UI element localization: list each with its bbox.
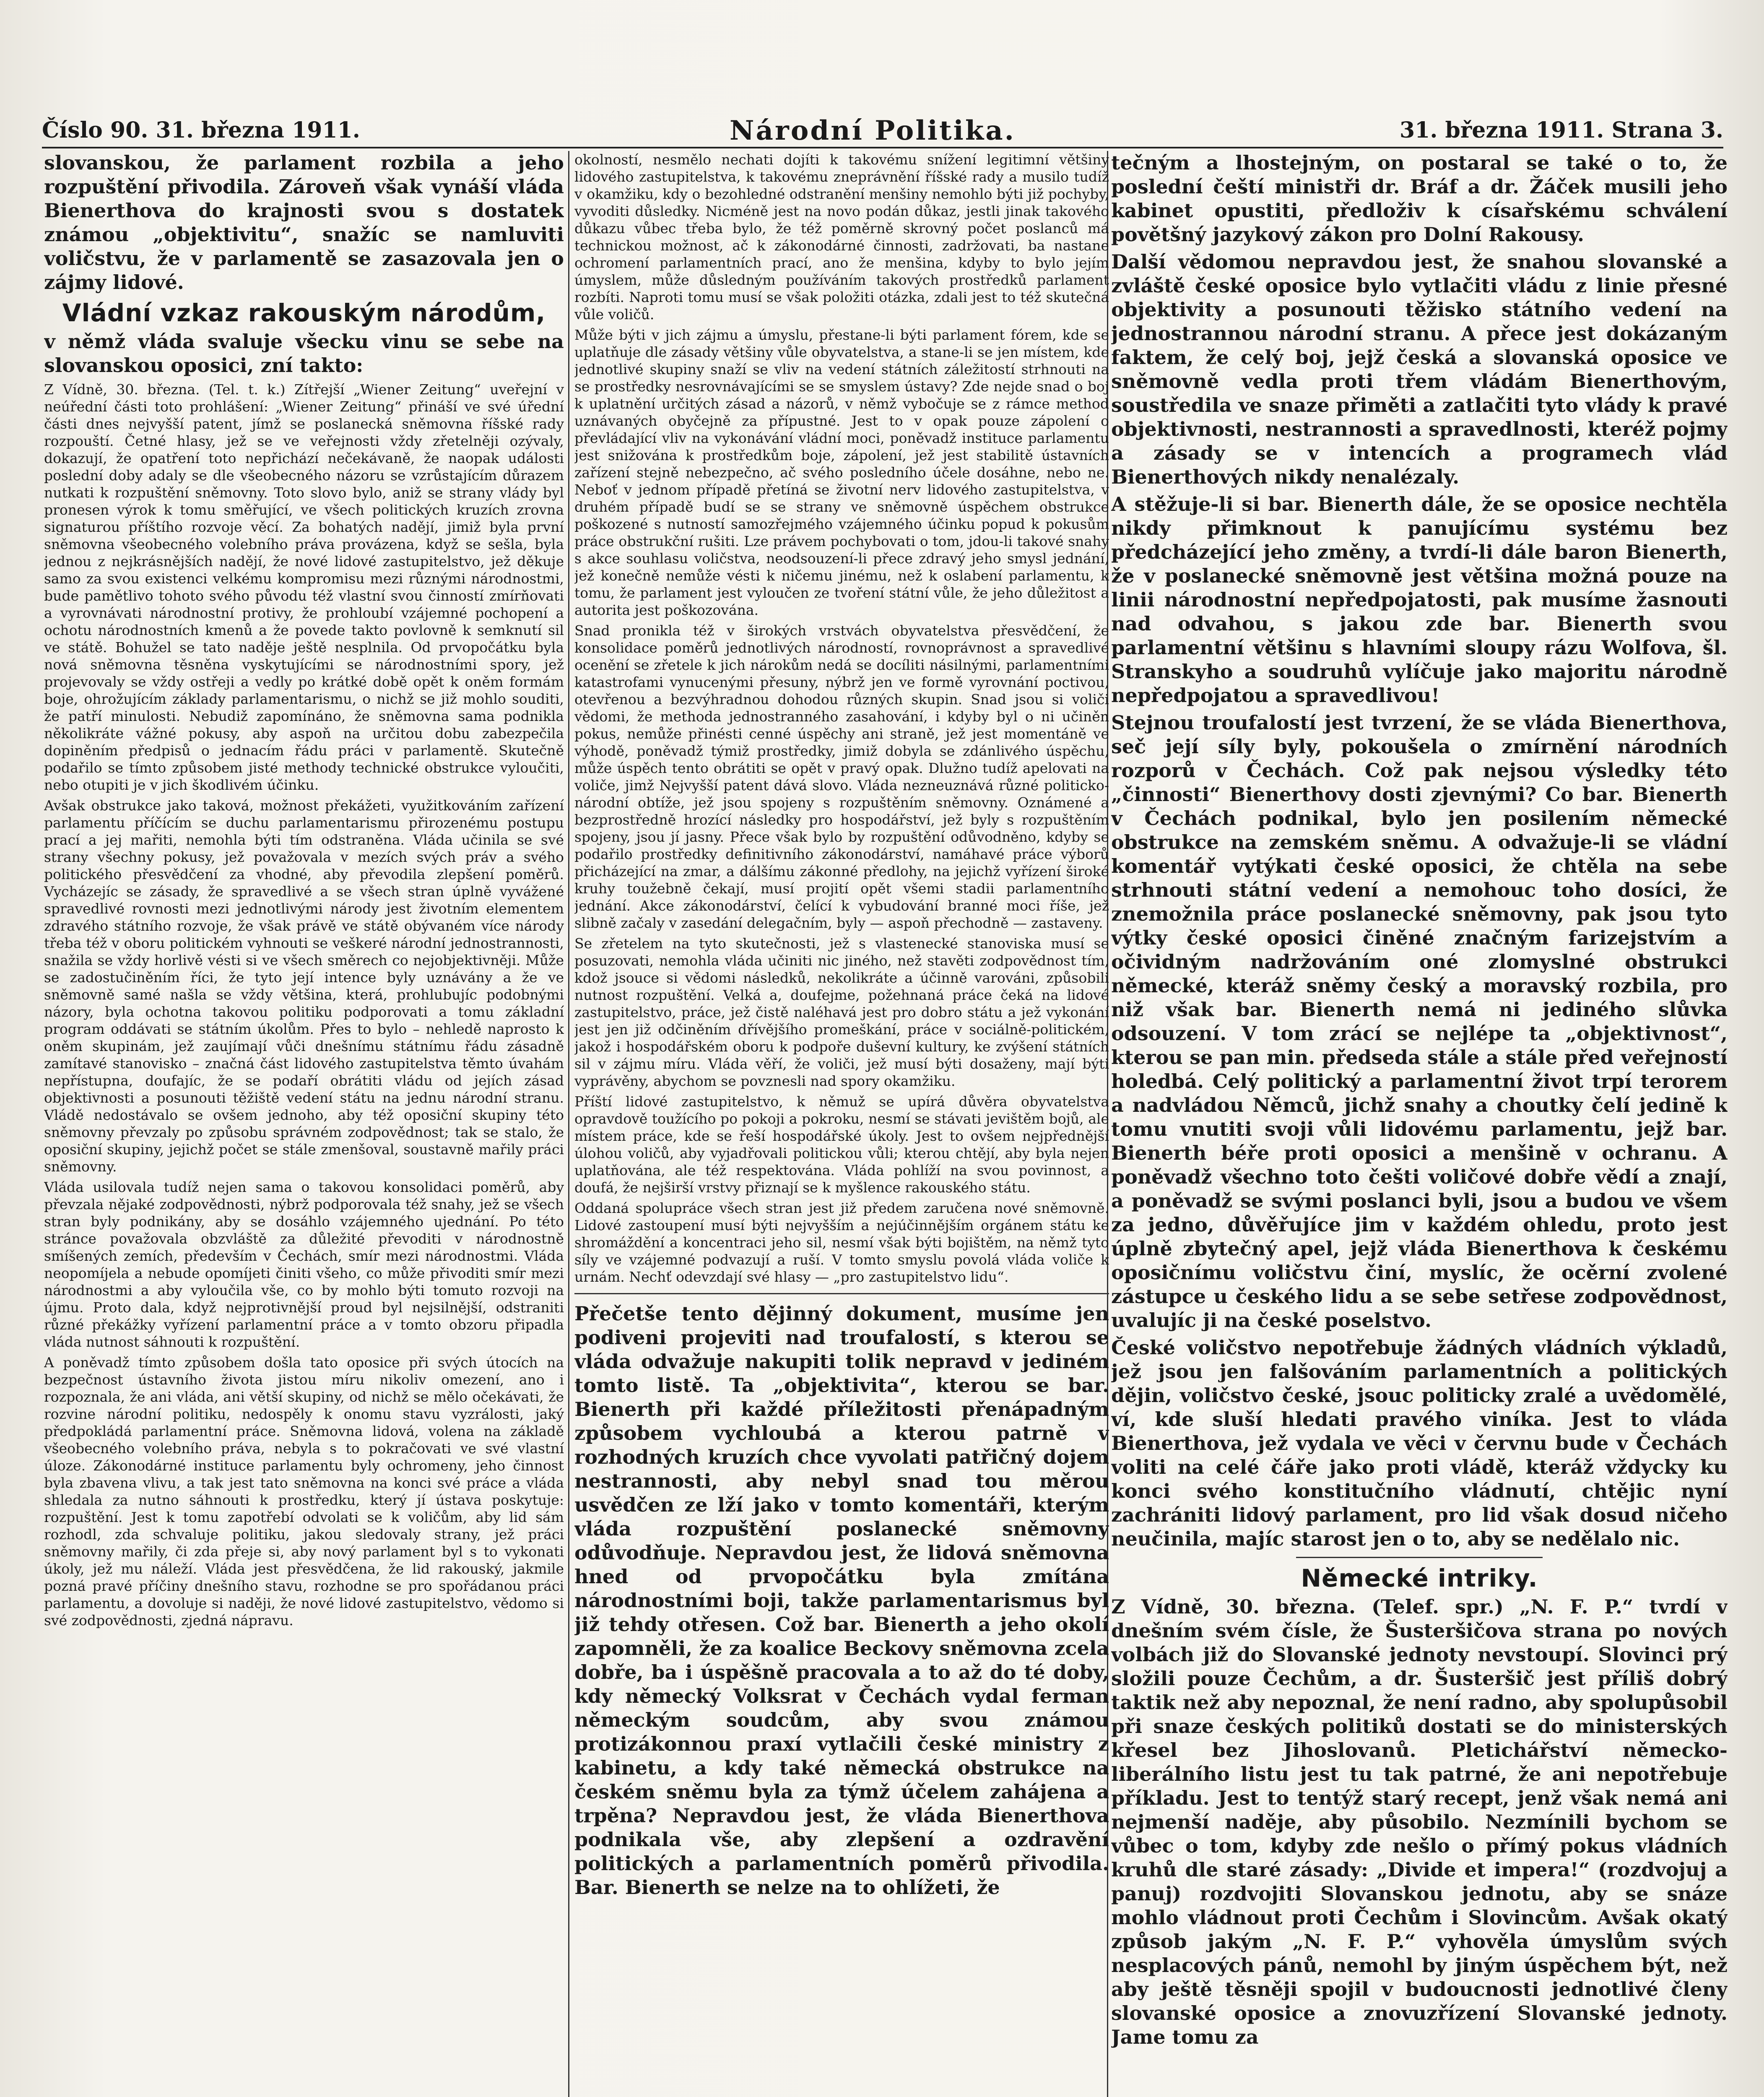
column-1 [44, 151, 564, 2097]
column-3 [1111, 151, 1728, 2097]
page-header [42, 117, 1723, 147]
heading-subline: v němž vláda svaluje všecku vinu se sebe na slovanskou oposici, zní takto: [44, 330, 564, 377]
column-2 [574, 151, 1109, 2097]
paragraph: Se zřetelem na tyto skutečnosti, jež s vlastenecké stanoviska musí se posuzovati, nemohla vláda učiniti nic jiného, než stavěti zodpovědnost tím, kdož jsouce si vědomi následků, nekolikráte a účinně varováni, způsobili nutnost rozpuštění. Velká a, doufejme, požehnaná práce čeká na lidové zastupitelstvo, práce, jež čistě naléhavá jest pro dobro státu a jež vykonání jest jen již odčiněním dřívějšího promeškání, práce v sociálně-politickém, jakož i hospodářském oboru k podpoře duševní kultury, ke zvýšení státních sil v zájmu míru. Vláda věří, že voliči, jež musí býti dosaženy, mají býti vyprávěny, abychom se povznesli nad spory okamžiku. [574, 935, 1109, 1089]
paragraph: okolností, nesmělo nechati dojíti k takovému snížení legitimní většiny lidového zastupitelstva, k takovému zneprávnění říšské rady a musilo tudíž v okamžiku, kdy o bezohledné odstranění menšiny nemohlo býti již pochyby, vyvoditi důsledky. Nicméně jest na novo podán důkaz, jestli jinak takového důkazu vůbec třeba bylo, že též poměrně skrovný počet poslanců má technickou možnost, ač k zákonodárné činnosti, zadržovati, ba nastane ochromení parlamentních prací, ano že menšina, kdyby to bylo jejím úmyslem, může důsledným používáním takových prostředků parlament rozbíti. Naproti tomu musí se však položiti otázka, zdali jest to též skutečná vůle voličů. [574, 151, 1109, 323]
header-rule [42, 147, 1723, 148]
section-rule [574, 1293, 1109, 1294]
section-heading: Vládní vzkaz rakouským národům, [62, 299, 546, 327]
paragraph: Přečetše tento dějinný dokument, musíme jen podiveni projeviti nad troufalostí, s kterou se vláda odvažuje nakupiti tolik nepravd v jediném tomto listě. Ta „objektivita“, kterou se bar. Bienerth při každé příležitosti přenápadným způsobem vychloubá a kterou patrně v rozhodných kruzích chce vyvolati patřičný dojem nestrannosti, aby nebyl snad tou měrou usvědčen ze lží jako v tomto komentáři, kterým vláda rozpuštění poslanecké sněmovny odůvodňuje. Nepravdou jest, že lidová sněmovna hned od prvopočátku byla zmítána národnostními boji, takže parlamentarismus byl již tehdy otřesen. Což bar. Bienerth a jeho okolí zapomněli, že za koalice Beckovy sněmovna zcela dobře, ba i úspěšně pracovala a to až do té doby, kdy německý Volksrat v Čechách vydal ferman německým soudcům, aby svou známou protizákonnou praxí vytlačili české ministry z kabinetu, a kdy také německá obstrukce na českém sněmu byla za týmž účelem zahájena a trpěna? Nepravdou jest, že vláda Bienerthova podnikala vše, aby zlepšení a ozdravění politických a parlamentních poměrů přivodila. Bar. Bienerth se nelze na to ohlížeti, že [574, 1302, 1109, 1899]
section-rule [1296, 1557, 1543, 1558]
page-number: 31. března 1911. Strana 3. [1399, 117, 1723, 143]
section-heading: Německé intriky. [1301, 1564, 1538, 1592]
paragraph: Příští lidové zastupitelstvo, k němuž se upírá důvěra obyvatelstva opravdově toužícího po pokoji a pokroku, nesmí se stávati jevištěm bojů, ale místem práce, kde se řeší hospodářské úkoly. Jest to ovšem nejpřednější úlohou voličů, aby vyjadřovali politickou vůli; kterou chtějí, aby byla nejen uplatňována, ale též respektována. Vláda pohlíží na svou povinnost, a doufá, že nejširší vrstvy přiznají se k myšlence rakouského státu. [574, 1093, 1109, 1196]
paragraph: Avšak obstrukce jako taková, možnost překážeti, využitkováním zařízení parlamentu příčícím se duchu parlamentarismu přirozenému postupu prací a jej mařiti, nemohla býti tím odstraněna. Vláda učinila se své strany všechny pokusy, jež považovala v mezích svých práv a svého politického přesvědčení za vhodné, aby převodila zlepšení poměrů. Vycházejíc se zásady, že spravedlivé a se všech stran úplně vyvážené spravedlivé rovnosti mezi jednotlivými národy jest životním elementem zdravého státního rozvoje, že však právě ve státě obývaném více národy třeba též v oboru politickém vyhnouti se veškeré národní jednostrannosti, snažila se vždy horlivě vésti si ve všech směrech co nejobjektivněji. Může se zadostučiněním říci, že tyto její intence byly uznávány a že ve sněmovně samé našla se vždy většina, která, prohlubujíc podobnými názory, byla ochotna takovou politiku podporovati a tomu základní program oddávati se státním úkolům. Přes to bylo – nehledě naprosto k oněm skupinám, jež zaujímají vůči dnešnímu státnímu řádu zásadně zamítavé stanovisko – značná část lidového zastupitelstva těmto úvahám nepřístupna, doufajíc, že se podaří obrátiti vládu od jejích zásad objektivnosti a posunouti těžiště vedení státu na jednu národní stranu. Vládě nedostávalo se ovšem jednoho, aby též oposiční skupiny této sněmovny převzaly po způsobu správném zodpovědnost; tak se stalo, že oposiční skupiny, jejichž počet se stále zmenšoval, soustavně mařily práci sněmovny. [44, 797, 564, 1175]
paragraph: Snad pronikla též v širokých vrstvách obyvatelstva přesvědčení, že konsolidace poměrů jednotlivých národností, rovnoprávnost a spravedlivé ocenění se zřetele k jich nárokům nedá se docíliti násilnými, parlamentními katastrofami vynucenými přesuny, nýbrž jen ve formě vyrovnání poctivou, otevřenou a bezvýhradnou dohodou různých skupin. Snad jsou si voliči vědomi, že methoda jednostranného zasahování, i kdyby byl o ni učiněn pokus, nemůže přinésti cenné úspěchy ani straně, jež jest momentáně ve výhodě, poněvadž týmiž prostředky, jimiž dobyla se zdánlivého úspěchu, může úspěch tento obrátiti se opět v pravý opak. Dlužno tudíž apelovati na voliče, jimž Nejvyšší patent dává slovo. Vláda nezneuznává různé politicko-národní obtíže, jež jsou spojeny s rozpuštěním sněmovny. Oznámené a bezprostředně hrozící následky pro hospodářství, jež byly s rozpuštěním spojeny, jsou jí jasny. Přece však bylo by rozpuštění odůvodněno, kdyby se podařilo prostředky definitivního zákonodárství, namáhavé práce výborů přicházející na zmar, a dálšímu zákonné předlohy, na jejichž vyřízení široké kruhy toužebně čekají, musí projití opět všemi stadii parlamentního jednání. Akce zákonodárství, čelící k vybudování branné moci říše, jež slibně začaly v zasedání delegačním, byly — aspoň přechodně — zastaveny. [574, 622, 1109, 931]
paragraph: Vláda usilovala tudíž nejen sama o takovou konsolidaci poměrů, aby převzala nějaké zodpovědnosti, nýbrž podporovala též snahy, jež se všech stran byly podnikány, aby se dosáhlo vzájemného ujednání. Po této stránce považovala obzvláště za důležité převoditi v národnostně smíšených zemích, především v Čechách, smír mezi národnostmi. Vláda neopomíjela a nebude opomíjeti činiti všeho, co může přivoditi smír mezi národnostmi a aby vyloučila vše, co by mohlo býti tomuto rozvoji na újmu. Proto dala, když nejprotivnější proud byl nejsilnější, odstraniti různé překážky vyřízení parlamentní práce a v tomto obzoru připadla vláda nutnost sáhnouti k rozpuštění. [44, 1179, 564, 1350]
paragraph: Z Vídně, 30. března. (Telef. spr.) „N. F. P.“ tvrdí v dnešním svém čísle, že Šusteršičova strana po nových volbách již do Slovanské jednoty nevstoupí. Slovinci prý složili pouze Čechům, a dr. Šusteršič jest příliš dobrý taktik než aby nepoznal, že není radno, aby spolupůsobil při snaze českých politiků dostati se do ministerských křesel bez Jihoslovanů. Pletichářství německo-liberálního listu jest tu tak patrné, že ani nepotřebuje příkladu. Jest to tentýž starý recept, jenž však nemá ani nejmenší naděje, aby působilo. Nezmínili bychom se vůbec o tom, kdyby zde nešlo o přímý pokus vládních kruhů dle staré zásady: „Divide et impera!“ (rozdvojuj a panuj) rozdvojiti Slovanskou jednotu, aby se snáze mohlo vládnout proti Čechům i Slovincům. Avšak okatý způsob jakým „N. F. P.“ vyhověla úmyslům svých nesplacových pánů, nemohl by jiným úspěchem být, než aby ještě těsněji spojil v budoucnosti jednotlivé členy slovanské oposice a znovuzřízení Slovanské jednoty. Jame tomu za [1111, 1595, 1728, 2048]
paragraph: České voličstvo nepotřebuje žádných vládních výkladů, jež jsou jen falšováním parlamentních a politických dějin, voličstvo české, jsouc politicky zralé a uvědomělé, ví, kde sluší hledati pravého viníka. Jest to vláda Bienerthova, jež vydala ve věci v červnu bude v Čechách voliti na celé čáře jako proti vládě, kteráž vždycky ku konci svého konstitučního vládnutí, chtějic nyní zachrániti lidový parlament, pro lid však dosud ničeho neučinila, majíc starost jen o to, aby se nedělalo nic. [1111, 1336, 1728, 1550]
paragraph: Oddaná spolupráce všech stran jest již předem zaručena nové sněmovně. Lidové zastoupení musí býti nejvyšším a nejúčinnějším orgánem státu ke shromáždění a koncentraci jeho sil, nesmí však býti bojištěm, na němž tyto síly ve vzájemné podvazují a ruší. V tomto smyslu povolá vláda voliče k urnám. Nechť odevzdají své hlasy — „pro zastupitelstvo lidu“. [574, 1200, 1109, 1285]
paragraph: Může býti v jich zájmu a úmyslu, přestane-li býti parlament fórem, kde se uplatňuje dle zásady většiny vůle obyvatelstva, a stane-li se jen místem, kde jednotlivé skupiny snaží se vliv na vedení státních záležitostí strhnouti na se prostředky nesrovnávajícími se se smyslem ústavy? Zde nejde snad o boj k uplatnění určitých zásad a názorů, v němž vybočuje se z rámce method uznávaných obyčejně za přípustné. Jest to v opak pouze zápolení o převládající vliv na vykonávání vládní moci, poněvadž instituce parlamentu jest snižována k prostředkům boje, zápolení, jež jest stabilitě ústavních zařízení stejně nebezpečno, ač svého posledního účele dosáhne, nebo ne. Neboť v jednom případě přetíná se životní nerv lidového zastupitelstva, v druhém případě budí se se strany ve sněmovně úspěchem obstrukce poškozené s nutností samozřejmého vzájemného účinku popud k pokusům práce obstrukční rušiti. Lze právem pochybovati o tom, jdou-li takové snahy s akce souhlasu voličstva, neodsouzení-li přece zdravý jeho smysl jednání, jež konečně nemůže vésti k ničemu jinému, než k oslabení parlamentu, k tomu, že parlament jest vyloučen ze tvoření státní vůle, že jeho důležitost a autorita jest poškozována. [574, 327, 1109, 618]
paragraph: A poněvadž tímto způsobem došla tato oposice při svých útocích na bezpečnost ústavního života jistou míru nikoliv omezení, ano i rozpoznala, že ani vláda, ani větší skupiny, od nichž se mělo očekávati, že rozvine národní politiku, nedospěly k onomu stavu vyzrálosti, jaký předpokládá parlamentní práce. Sněmovna lidová, volena na základě všeobecného volebního práva, nebyla s to pokračovati ve své vlastní úloze. Zákonodárné instituce parlamentu byly ochromeny, jeho činnost byla zbavena vlivu, a tak jest tato sněmovna na konci své práce a vláda shledala za nutno sáhnouti k prostředku, který jí ústava poskytuje: rozpuštění. Jest k tomu zapotřebí odvolati se k voličům, aby lid sám rozhodl, zda schvaluje politiku, jakou sledovaly strany, jež práci sněmovny mařily, či zda přeje si, aby nový parlament byl s to vykonati úkoly, jež mu náleží. Vláda jest přesvědčena, že lid rakouský, jakmile pozná pravé příčiny dnešního stavu, rozhodne se pro spořádanou práci parlamentu, a dovoluje si naději, že nové lidové zastupitelstvo, vědomo si své zodpovědnosti, zjedná nápravu. [44, 1354, 564, 1629]
paragraph: tečným a lhostejným, on postaral se také o to, že poslední čeští ministři dr. Bráf a dr. Žáček musili jeho kabinet opustiti, předloživ k císařskému schválení povětšný jazykový zákon pro Dolní Rakousy. [1111, 151, 1728, 246]
newspaper-title: Národní Politika. [730, 115, 1016, 146]
column-divider [568, 151, 569, 2097]
issue-number: Číslo 90. 31. března 1911. [42, 117, 360, 143]
paragraph: Z Vídně, 30. března. (Tel. t. k.) Zítřejší „Wiener Zeitung“ uveřejní v neúřední části toto prohlášení: „Wiener Zeitung“ přináší ve své úřední části dnes nejvyšší patent, jímž se poslanecká sněmovna říšské rady rozpouští. Četné hlasy, jež se ve veřejnosti vždy zřetelněji ozývaly, dokazují, že opatření toto nepřichází nečekávaně, že naopak události poslední doby adaly se dle všeobecného názoru se vzrůstajícím důrazem nutkati k rozpuštění sněmovny. Toto slovo bylo, aniž se strany vlády byl pronesen výrok k tomu směřující, ve všech politických kruzích zrovna signaturou příštího rozvoje věcí. Za bohatých nadějí, jimiž byla první sněmovna všeobecného volebního práva provázena, když se sešla, byla jednou z nejkrásnějších nadějí, že nové lidové zastupitelstvo, jež děkuje samo za svou existenci velkému kompromisu mezi různými národnostmi, bude pamětlivo tohoto svého původu též vlastní svou činností zmírňovati a vyrovnávati národnostní protivy, že prohloubí vzájemné pochopení a ochotu národnostních kmenů a že povede takto povlovně k semknutí sil ve státě. Bohužel se tato naděje ještě nesplnila. Od prvopočátku byla nová sněmovna těsněna vyskytujícími se národnostními spory, jež projevovaly se vždy ostřeji a vedly po krátké době opět k oněm formám boje, ohrožujícím základy parlamentarismu, o nichž se již mohlo souditi, že patří minulosti. Nebudiž zapomínáno, že sněmovna sama podnikla několikráte vážné pokusy, aby aspoň na určitou dobu zabezpečila dopiněním předpisů o jednacím řádu práci v parlamentě. Skutečně podařilo se tímto způsobem jisté methody technické obstrukce vyloučiti, nebo otupiti je v jich škodlivém účinku. [44, 381, 564, 793]
paragraph: slovanskou, že parlament rozbila a jeho rozpuštění přivodila. Zároveň však vynáší vláda Bienerthova do krajnosti svou s dostatek známou „objektivitu“, snažíc se namluviti voličstvu, že v parlamentě se zasazovala jen o zájmy lidové. [44, 151, 564, 294]
paragraph: A stěžuje-li si bar. Bienerth dále, že se oposice nechtěla nikdy přimknout k panujícímu systému bez předcházející jeho změny, a tvrdí-li dále baron Bienerth, že v poslanecké sněmovně jest většina možná pouze na linii národnostní nepředpojatosti, pak musíme žasnouti nad odvahou, s jakou zde bar. Bienerth svou parlamentní většinu s hlavními sloupy rázu Wolfova, šl. Stranskyho a soudruhů vylíčuje jako majoritu národně nepředpojatou a spravedlivou! [1111, 493, 1728, 707]
paragraph: Další vědomou nepravdou jest, že snahou slovanské a zvláště české oposice bylo vytlačiti vládu z linie přesné objektivity a posunouti těžisko státního vedení na jednostrannou národní stranu. A přece jest dokázaným faktem, že celý boj, jejž česká a slovanská oposice ve sněmovně vedla proti třem vládám Bienerthovým, soustředila ve snaze přiměti a zatlačiti tyto vlády k pravé objektivnosti, nestrannosti a spravedlnosti, kteréž pojmy a zásady se v intencích a programech vlád Bienerthových nikdy nenalézaly. [1111, 250, 1728, 488]
paragraph: Stejnou troufalostí jest tvrzení, že se vláda Bienerthova, seč její síly byly, pokoušela o zmírnění národních rozporů v Čechách. Což pak nejsou výsledky této „činnosti“ Bienerthovy dosti zjevnými? Co bar. Bienerth v Čechách podnikal, bylo jen posilením německé obstrukce na zemském sněmu. A odvažuje-li se vládní komentář vytýkati české oposici, že chtěla na sebe strhnouti státní vedení a nemohouc toho dosíci, že znemožnila práce poslanecké sněmovny, pak jsou tyto výtky české oposici činěné značným farizejstvím a očividným nadržováním oné zlomyslné obstrukci německé, kteráž sněmy český a moravský rozbila, pro niž však bar. Bienerth nemá ni jediného slůvka odsouzení. V tom zrácí se nejlépe ta „objektivnost“, kterou se pan min. předseda stále a stále před veřejností holedbá. Celý politický a parlamentní život trpí terorem a nadvládou Němců, jichž snahy a choutky čelí jedině k tomu vnutiti svoji vůli lidovému parlamentu, jejž bar. Bienerth béře proti oposici a menšině v ochranu. A poněvadž všechno toto češti voličové dobře vědí a znají, a poněvadž se svými poslanci byli, jsou a budou ve všem za jedno, důvěřujíce jim v každém ohledu, proto jest úplně zbytečný apel, jejž vláda Bienerthova k českému oposičnímu voličstvu činí, myslíc, že ocěrní zvolené zástupce u českého lidu a se sebe setřese zodpovědnost, uvalujíc ji na české poselstvo. [1111, 711, 1728, 1332]
